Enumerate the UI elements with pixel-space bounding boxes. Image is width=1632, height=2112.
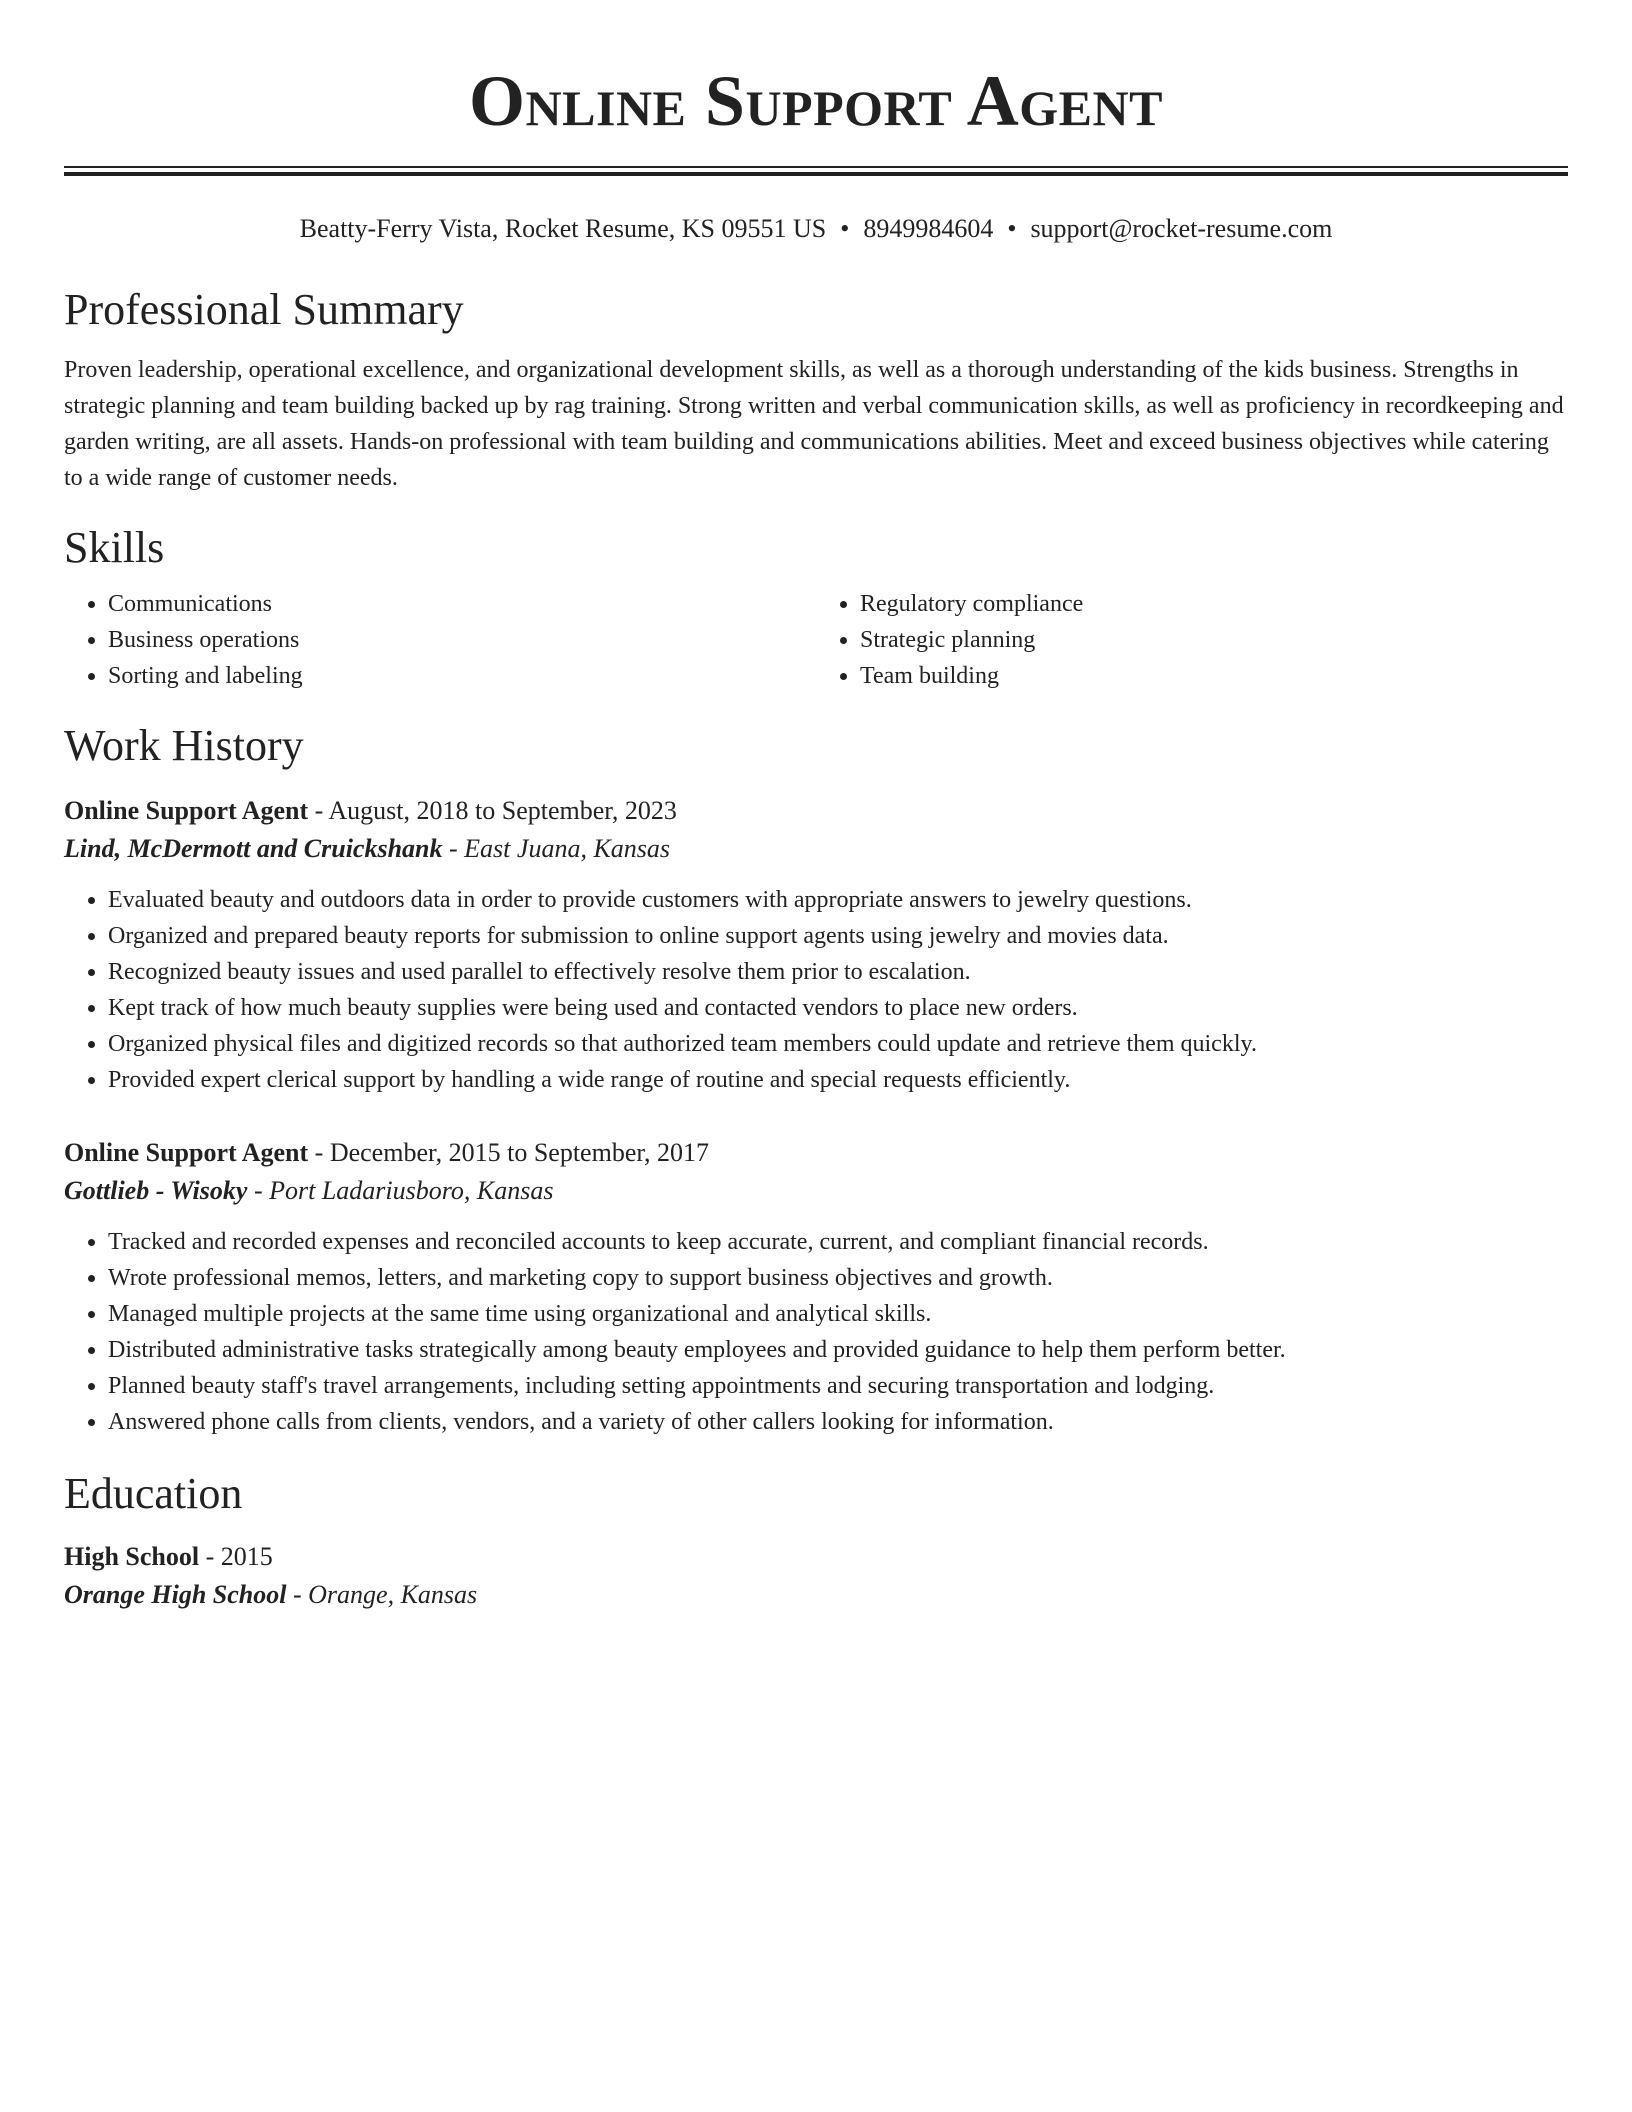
education-location: - Orange, Kansas — [286, 1580, 478, 1609]
job-title-line — [64, 792, 1568, 830]
education-year: - 2015 — [199, 1542, 273, 1571]
job-duty: • Evaluated beauty and outdoors data in order to provide customers with appropriate answers to jewelry questions. — [108, 882, 1568, 918]
skill-item: • Team building — [860, 658, 1568, 694]
job-duty: • Distributed administrative tasks strategically among beauty employees and provided guidance to help them perform better. — [108, 1332, 1568, 1368]
job-company-line — [64, 830, 1568, 868]
education-heading: Education — [64, 1469, 243, 1518]
contact-phone: 8949984604 — [863, 214, 994, 243]
job-entry — [64, 792, 1568, 1098]
education-school-line — [64, 1576, 1568, 1614]
job-duty: • Organized physical files and digitized records so that authorized team members could update and retrieve them quickly. — [108, 1026, 1568, 1062]
skills-column-left — [64, 586, 816, 694]
candidate-name: Online Support Agent — [469, 61, 1163, 141]
job-duty: • Recognized beauty issues and used parallel to effectively resolve them prior to escalation. — [108, 954, 1568, 990]
job-title-line — [64, 1134, 1568, 1172]
work-history-heading: Work History — [64, 721, 304, 770]
skill-item: • Regulatory compliance — [860, 586, 1568, 622]
job-duty: • Tracked and recorded expenses and reconciled accounts to keep accurate, current, and compliant financial records. — [108, 1224, 1568, 1260]
job-duty: • Provided expert clerical support by handling a wide range of routine and special requests efficiently. — [108, 1062, 1568, 1098]
education-school: Orange High School — [64, 1580, 287, 1609]
job-company: Lind, McDermott and Cruickshank — [64, 834, 443, 863]
job-duties — [64, 882, 1568, 1098]
contact-address: Beatty-Ferry Vista, Rocket Resume, KS 09551 US — [299, 214, 827, 243]
skill-item: • Communications — [108, 586, 816, 622]
skill-item: • Sorting and labeling — [108, 658, 816, 694]
education-degree-line — [64, 1538, 1568, 1576]
contact-info — [64, 214, 1568, 244]
job-duty: • Kept track of how much beauty supplies were being used and contacted vendors to place new orders. — [108, 990, 1568, 1026]
job-role: Online Support Agent — [64, 796, 309, 825]
summary-text: Proven leadership, operational excellence, and organizational development skills, as well as a thorough understanding of the kids business. Strengths in strategic planning and team building backed up by rag training. Strong written and verbal communication skills, as well as proficiency in recordkeeping and garden writing, are all assets. Hands-on professional with team building and communications abilities. Meet and exceed business objectives while catering to a wide range of customer needs. — [64, 357, 1564, 491]
job-location: - Port Ladariusboro, Kansas — [247, 1176, 554, 1205]
job-entry — [64, 1134, 1568, 1440]
job-company-line — [64, 1172, 1568, 1210]
skills-column-right — [816, 586, 1568, 694]
job-dates: - December, 2015 to September, 2017 — [308, 1138, 709, 1167]
summary-heading: Professional Summary — [64, 285, 464, 334]
skill-item: • Strategic planning — [860, 622, 1568, 658]
skills-list — [64, 586, 1568, 694]
job-duty: • Answered phone calls from clients, vendors, and a variety of other callers looking for information. — [108, 1404, 1568, 1440]
education-degree: High School — [64, 1542, 200, 1571]
job-dates: - August, 2018 to September, 2023 — [308, 796, 677, 825]
job-role: Online Support Agent — [64, 1138, 309, 1167]
header-divider — [64, 166, 1568, 176]
job-company: Gottlieb - Wisoky — [64, 1176, 248, 1205]
contact-separator: • — [1007, 214, 1017, 243]
education-entry — [64, 1538, 1568, 1614]
job-duties — [64, 1224, 1568, 1440]
job-duty: • Planned beauty staff's travel arrangements, including setting appointments and securing transportation and lodging. — [108, 1368, 1568, 1404]
contact-separator: • — [840, 214, 850, 243]
job-location: - East Juana, Kansas — [442, 834, 671, 863]
contact-email: support@rocket-resume.com — [1030, 214, 1333, 243]
skills-heading: Skills — [64, 523, 165, 572]
skill-item: • Business operations — [108, 622, 816, 658]
job-duty: • Managed multiple projects at the same time using organizational and analytical skills. — [108, 1296, 1568, 1332]
job-duty: • Organized and prepared beauty reports for submission to online support agents using jewelry and movies data. — [108, 918, 1568, 954]
job-duty: • Wrote professional memos, letters, and marketing copy to support business objectives and growth. — [108, 1260, 1568, 1296]
